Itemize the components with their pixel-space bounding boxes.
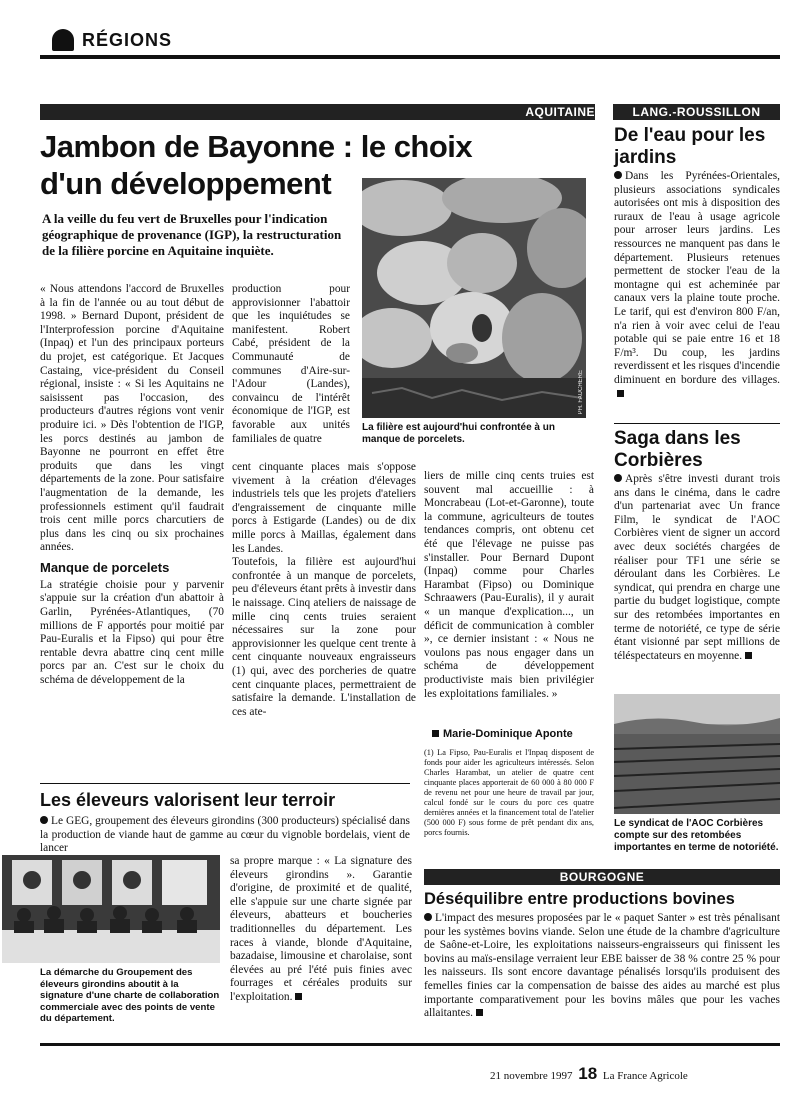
corbieres-title: Saga dans les Corbières bbox=[614, 428, 741, 471]
aquitaine-col1 bbox=[40, 283, 224, 688]
end-square-icon bbox=[745, 652, 752, 659]
photo-credit: PH. FAUCHERE bbox=[578, 369, 584, 414]
aquitaine-title: Jambon de Bayonne : le choix d'un développement bbox=[40, 129, 473, 201]
vineyard-image bbox=[614, 694, 780, 814]
meeting-photo bbox=[2, 855, 220, 963]
languedoc-text: Dans les Pyrénées-Orientales, plusieurs associations syndicales autorisées ont mis à disposition des ruraux de l'eau à usage agricole pour arroser leurs jardins. Les ressources ne manquent pas dans le département. Plusieurs retenues permettent de stocker l'eau de la montagne qui est acheminée par canaux vers la plaine toute proche. Le tarif, qui est d'environ 800 F/an, n'a rien à voir avec celui de l'eau potable qui se paie entre 16 et 18 F/m³. Du coup, les jardins reverdissent et les risques d'incendie diminuent en bordure des villages. bbox=[614, 170, 780, 386]
aquitaine-bottom-rule bbox=[40, 783, 410, 784]
vineyard-photo bbox=[614, 694, 780, 814]
end-square-icon bbox=[295, 993, 302, 1000]
pigs-caption: La filière est aujourd'hui confrontée à un manque de porcelets. bbox=[362, 422, 555, 445]
bourgogne-body bbox=[424, 912, 780, 1021]
aquitaine-col2b bbox=[232, 461, 416, 719]
publication-name: La France Agricole bbox=[602, 1070, 688, 1082]
meeting-caption: La démarche du Groupement des éleveurs girondins aboutit à la signature d'une charte de collaboration commerciale avec des points de vente du département. bbox=[40, 967, 220, 1024]
aquitaine-lede: A la veille du feu vert de Bruxelles pour l'indication géographique de provenance (IGP), la restructuration de la filière porcine en Aquitaine inquiète. bbox=[42, 211, 342, 258]
bourgogne-text: L'impact des mesures proposées par le « paquet Santer » est très pénalisant pour les systèmes bovins viande. Selon une étude de la chambre d'agriculture de Saône-et-Loire, les exploitations naisseurs-engraisseurs qui finissent les bovins au maïs-ensilage verraient leur EBE baisser de 38 % contre 25 % pour les naisseurs. Ils sont encore davantage pénalisés lorsqu'ils produisent des femelles finies car la compensation de baisse des aides au marché est plus importante comparativement pour les bovins mâles que pour les vaches allaitantes. bbox=[424, 912, 780, 1020]
eleveurs-body bbox=[230, 855, 412, 1005]
aquitaine-col2c-p: Toutefois, la filière est aujourd'hui confrontée à un manque de porcelets, peu d'éleveurs étant prêts à investir dans le naissage. Cinq ateliers de naissage de mille cinq cents truies seraient nécessaires sur la zone pour approvisionner les quelque cent trente à cent cinquante nouveaux engraisseurs (1) qui, avec des porcheries de quatre cent cinquante places, permettraient de satisfaire la demande. L'installation de ces ate- bbox=[232, 556, 416, 718]
pigs-image bbox=[362, 178, 586, 418]
section-header-icon bbox=[52, 29, 74, 51]
aquitaine-col2a: production pour approvisionner l'abattoir que les inquiétudes se manifestent. Robert Cabé, président de la Communauté de communes d'Aire-sur-l'Adour (Landes), convaincu de l'intérêt économique de l'IGP, est favorable aux unités familiales de quatre bbox=[232, 283, 350, 445]
meeting-image bbox=[2, 855, 220, 963]
aquitaine-col2b-p: cent cinquante places mais s'oppose vivement à la création d'élevages industriels tels que les projets d'ateliers d'engraissement de cinquante mille porcs à Estigarde (Landes) ou de dix mille porcs à Maillas, également dans les Landes. bbox=[232, 461, 416, 555]
bourgogne-title: Déséquilibre entre productions bovines bbox=[424, 890, 735, 908]
bullet-icon bbox=[40, 816, 48, 824]
header-rule bbox=[40, 55, 780, 59]
section-header: RÉGIONS bbox=[82, 30, 173, 50]
vineyard-caption: Le syndicat de l'AOC Corbières compte sur des retombées importantes en terme de notoriété. bbox=[614, 818, 779, 853]
aquitaine-footnote: (1) La Fipso, Pau-Euralis et l'Inpaq disposent de fonds pour aider les agriculteurs intéressés. Selon Charles Harambat, un atelier de quatre cent cinquante places apporterait de 60 000 à 80 000 F de revenu net pour une heure de travail par jour, calcul fondé sur le cours du porc ces quatre dernières années et la financement total de l'atelier (500 000 F) sous forme de prêt pendant dix ans, porcs fournis. bbox=[424, 748, 594, 837]
languedoc-body bbox=[614, 170, 780, 401]
aquitaine-subhead: Manque de porcelets bbox=[40, 559, 170, 575]
languedoc-rule bbox=[614, 423, 780, 424]
aquitaine-author bbox=[432, 728, 602, 740]
author-square-icon bbox=[432, 730, 439, 737]
languedoc-tag: LANG.-ROUSSILLON bbox=[613, 104, 780, 120]
aquitaine-col1-p1: « Nous attendons l'accord de Bruxelles à la fin de l'année ou au tout début de 1998. » Bernard Dupont, président de l'Interprofession porcine d'Aquitaine (Inpaq) et l'un des principaux porteurs du projet, est catégorique. Et Jacques Castaing, vice-président du Conseil régional, insiste : « Si les Aquitains ne saisissent pas l'occasion, des producteurs d'autres régions vont venir produire ici. » Dès l'obtention de l'IGP, les porcs destinés au jambon de Bayonne ne pourront en effet être produits que dans les vingt départements de la zone. Pour satisfaire l'augmentation de la demande, les professionnels estiment qu'il faudrait trois cent mille porcs charcutiers de plus dans les cinq ou six prochaines années. bbox=[40, 283, 224, 554]
page-number: 18 bbox=[578, 1064, 598, 1083]
bullet-icon bbox=[614, 171, 622, 179]
languedoc-title: De l'eau pour les jardins bbox=[614, 125, 766, 168]
author-name: Marie-Dominique Aponte bbox=[443, 728, 573, 740]
end-square-icon bbox=[617, 390, 624, 397]
eleveurs-body-text: sa propre marque : « La signature des éleveurs girondins ». Garantie d'origine, de proximité et de qualité, elle s'appuie sur une charte signée par éleveurs, abatteurs et boucheries traditionnelles du département. Les races à viande, blonde d'Aquitaine, bazadaise, limousine et charolaise, sont élevées au pré l'été puis finies avec fourrages et céréales produits sur l'exploitation. bbox=[230, 855, 412, 1003]
eleveurs-lead-text: Le GEG, groupement des éleveurs girondins (300 producteurs) spécialisé dans la production de viande haut de gamme au cœur du vignoble bordelais, vient de lancer bbox=[40, 815, 410, 855]
pigs-photo bbox=[362, 178, 586, 418]
aquitaine-col1-p2: La stratégie choisie pour y parvenir s'appuie sur la création d'un abattoir à Garlin, Pyrénées-Atlantiques, (70 millions de F apportés pour moitié par Pau-Euralis et la Fipso) qui pour être rentable devra abattre cinq cent mille porcs par an. C'est sur le choix du schéma de développement de la bbox=[40, 578, 224, 687]
corbieres-text: Après s'être investi durant trois ans dans le cinéma, dans le cadre d'un partenariat avec Un france Film, le syndicat de l'AOC Corbières vient de signer un accord avec deux sociétés chargées de réaliser pour TF1 une série se déroulant dans les Corbières. Le syndicat, qui prendra en charge une partie du budget logistique, compte sur des retombées importantes en terme de notoriété, ce type de série étant visionné par sept millions de téléspectateurs en moyenne. bbox=[614, 473, 780, 662]
aquitaine-col3: liers de mille cinq cents truies est souvent mal accueillie : à Moncrabeau (Lot-et-Garonne), toute la commune, agriculteurs de toutes tendances compris, ont obtenu cet été que l'élevage ne puisse pas s'installer. Pour Bernard Dupont (Inpaq) comme pour Charles Harambat (Fipso) ou Dominique Schraawers (Pau-Euralis), il y aurait « un manque d'explication..., un déficit de communication à combler », ce dernier insistant : « Nous ne voulons pas nous engager dans un schéma de développement productiviste mais bien privilégier les exploitations familiales. » bbox=[424, 470, 594, 700]
footer-rule bbox=[40, 1043, 780, 1046]
footer bbox=[490, 1064, 780, 1084]
bullet-icon bbox=[614, 474, 622, 482]
bourgogne-tag: BOURGOGNE bbox=[424, 869, 780, 885]
aquitaine-tag: AQUITAINE bbox=[40, 104, 595, 120]
bullet-icon bbox=[424, 913, 432, 921]
footer-date: 21 novembre 1997 bbox=[490, 1070, 573, 1082]
eleveurs-lead bbox=[40, 815, 410, 856]
eleveurs-title: Les éleveurs valorisent leur terroir bbox=[40, 790, 336, 810]
end-square-icon bbox=[476, 1009, 483, 1016]
corbieres-body bbox=[614, 473, 780, 663]
